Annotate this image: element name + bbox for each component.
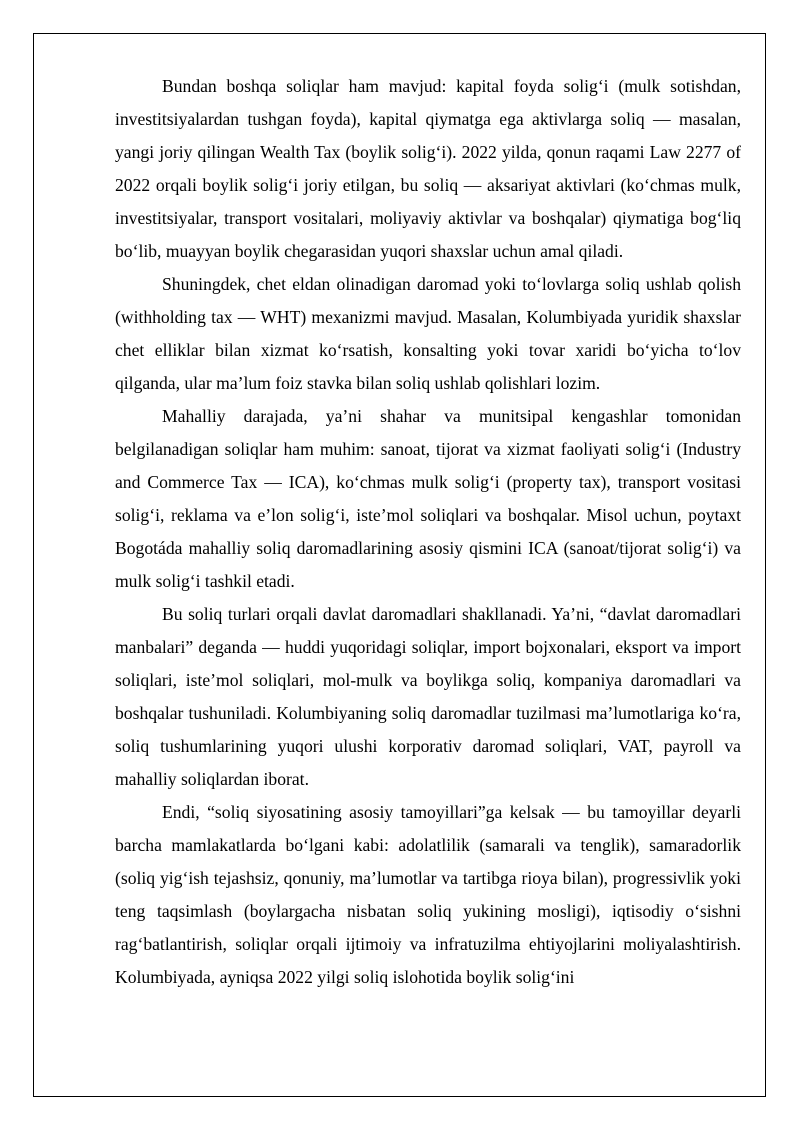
paragraph-withholding-tax: Shuningdek, chet eldan olinadigan daromad yoki to‘lovlarga soliq ushlab qolish (withholding tax — WHT) mexanizmi mavjud. Masalan, Kolumbiyada yuridik shaxslar chet elliklar bilan xizmat ko‘rsatish, konsalting yoki tovar xaridi bo‘yicha to‘lov qilganda, ular ma’lum foiz stavka bilan soliq ushlab qolishlari lozim. xyxy=(115,274,741,393)
paragraph-tax-policy-principles: Endi, “soliq siyosatining asosiy tamoyillari”ga kelsak — bu tamoyillar deyarli barcha mamlakatlarda bo‘lgani kabi: adolatlilik (samarali va tenglik), samaradorlik (soliq yig‘ish tejashsiz, qonuniy, ma’lumotlar va tartibga rioya bilan), progressivlik yoki teng taqsimlash (boylargacha nisbatan soliq yukining mosligi), iqtisodiy o‘sishni rag‘batlantirish, soliqlar orqali ijtimoiy va infratuzilma ehtiyojlarini moliyalashtirish. Kolumbiyada, ayniqsa 2022 yilgi soliq islohotida boylik solig‘ini xyxy=(115,802,741,987)
paragraph-state-revenues: Bu soliq turlari orqali davlat daromadlari shakllanadi. Ya’ni, “davlat daromadlari manbalari” deganda — huddi yuqoridagi soliqlar, import bojxonalari, eksport va import soliqlari, iste’mol soliqlari, mol-mulk va boylikga soliq, kompaniya daromadlari va boshqalar tushuniladi. Kolumbiyaning soliq daromadlar tuzilmasi ma’lumotlariga ko‘ra, soliq tushumlarining yuqori ulushi korporativ daromad soliqlari, VAT, payroll va mahalliy soliqlardan iborat. xyxy=(115,604,741,789)
paragraph-other-taxes: Bundan boshqa soliqlar ham mavjud: kapital foyda solig‘i (mulk sotishdan, investitsiyalardan tushgan foyda), kapital qiymatga ega aktivlarga soliq — masalan, yangi joriy qilingan Wealth Tax (boylik solig‘i). 2022 yilda, qonun raqami Law 2277 of 2022 orqali boylik solig‘i joriy etilgan, bu soliq — aksariyat aktivlari (ko‘chmas mulk, investitsiyalar, transport vositalari, moliyaviy aktivlar va boshqalar) qiymatiga bog‘liq bo‘lib, muayyan boylik chegarasidan yuqori shaxslar uchun amal qiladi. xyxy=(115,76,741,261)
document-body xyxy=(115,70,741,994)
paragraph-local-taxes: Mahalliy darajada, ya’ni shahar va munitsipal kengashlar tomonidan belgilanadigan soliqlar ham muhim: sanoat, tijorat va xizmat faoliyati solig‘i (Industry and Commerce Tax — ICA), ko‘chmas mulk solig‘i (property tax), transport vositasi solig‘i, reklama va e’lon solig‘i, iste’mol soliqlari va boshqalar. Misol uchun, poytaxt Bogotáda mahalliy soliq daromadlarining asosiy qismini ICA (sanoat/tijorat solig‘i) va mulk solig‘i tashkil etadi. xyxy=(115,406,741,591)
